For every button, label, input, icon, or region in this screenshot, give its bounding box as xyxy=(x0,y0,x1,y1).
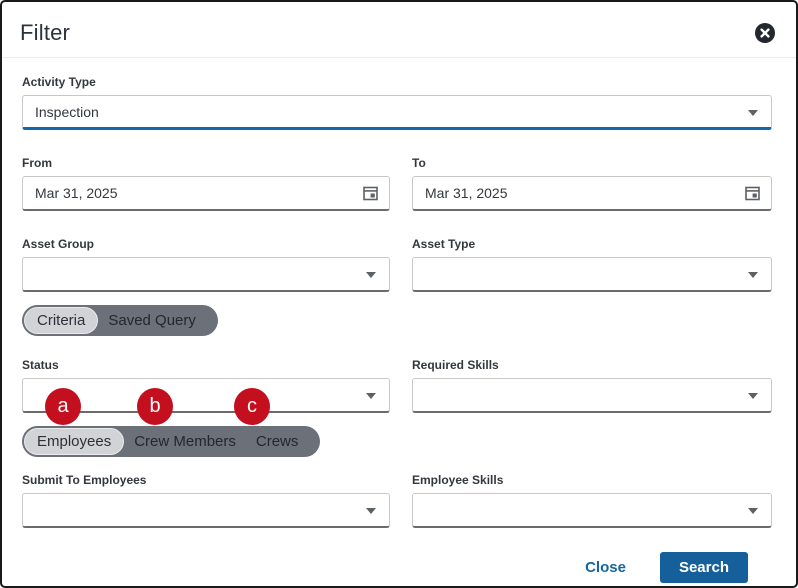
annotation-badge-a: a xyxy=(45,388,81,425)
chevron-down-icon xyxy=(366,508,376,514)
asset-type-field xyxy=(412,237,772,292)
activity-type-label: Activity Type xyxy=(22,75,96,89)
chevron-down-icon xyxy=(748,393,758,399)
resource-type-toggle xyxy=(22,426,320,457)
close-icon[interactable] xyxy=(754,22,776,44)
toggle-option-criteria[interactable]: Criteria xyxy=(24,307,98,334)
dialog-footer xyxy=(22,552,772,583)
asset-type-select[interactable] xyxy=(412,257,772,292)
annotation-badge-c: c xyxy=(234,388,270,425)
employee-skills-field xyxy=(412,473,772,528)
employee-skills-label: Employee Skills xyxy=(412,473,504,487)
toggle-option-saved-query[interactable]: Saved Query xyxy=(108,312,196,329)
from-field xyxy=(22,156,390,211)
annotation-badge-b: b xyxy=(137,388,173,425)
from-label: From xyxy=(22,156,52,170)
required-skills-field xyxy=(412,358,772,413)
asset-group-field xyxy=(22,237,390,292)
dialog-header xyxy=(2,2,796,58)
from-date-input[interactable] xyxy=(22,176,390,211)
chevron-down-icon xyxy=(366,393,376,399)
calendar-icon[interactable] xyxy=(363,186,378,201)
to-label: To xyxy=(412,156,426,170)
activity-type-value: Inspection xyxy=(35,103,99,120)
activity-type-field xyxy=(22,75,772,130)
submit-to-employees-field xyxy=(22,473,390,528)
status-label: Status xyxy=(22,358,59,372)
calendar-icon[interactable] xyxy=(745,186,760,201)
asset-type-label: Asset Type xyxy=(412,237,476,251)
toggle-option-employees[interactable]: Employees xyxy=(24,428,124,455)
chevron-down-icon xyxy=(748,272,758,278)
chevron-down-icon xyxy=(366,272,376,278)
to-date-value: Mar 31, 2025 xyxy=(425,185,508,201)
to-field xyxy=(412,156,772,211)
chevron-down-icon xyxy=(748,508,758,514)
toggle-option-crews[interactable]: Crews xyxy=(255,433,299,450)
query-mode-toggle xyxy=(22,305,218,336)
search-button[interactable]: Search xyxy=(660,552,748,583)
dialog-body xyxy=(2,75,796,583)
close-button[interactable]: Close xyxy=(585,559,626,576)
page-title: Filter xyxy=(20,20,71,45)
asset-group-label: Asset Group xyxy=(22,237,95,251)
to-date-input[interactable] xyxy=(412,176,772,211)
submit-to-employees-select[interactable] xyxy=(22,493,390,528)
activity-type-select[interactable] xyxy=(22,95,772,130)
required-skills-label: Required Skills xyxy=(412,358,499,372)
status-field xyxy=(22,358,390,417)
toggle-option-crew-members[interactable]: Crew Members xyxy=(134,433,236,450)
required-skills-select[interactable] xyxy=(412,378,772,413)
asset-group-select[interactable] xyxy=(22,257,390,292)
chevron-down-icon xyxy=(748,110,758,116)
submit-to-employees-label: Submit To Employees xyxy=(22,473,147,487)
employee-skills-select[interactable] xyxy=(412,493,772,528)
from-date-value: Mar 31, 2025 xyxy=(35,185,118,201)
